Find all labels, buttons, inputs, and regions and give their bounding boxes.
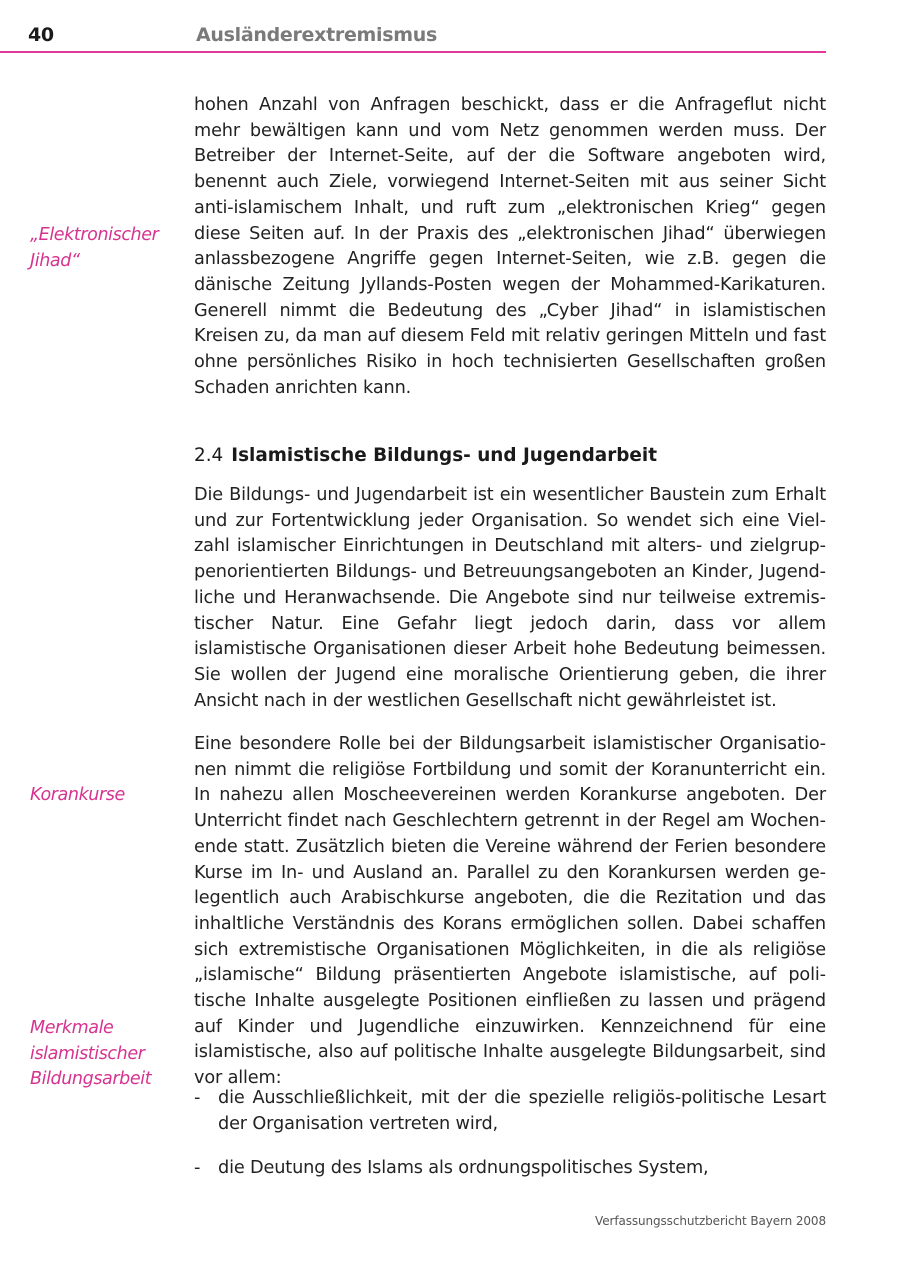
section-heading-number: 2.4	[194, 445, 224, 466]
margin-note-elektronischer-jihad: „Elektronischer Jihad“	[30, 225, 159, 271]
section-heading-title: Islamistische Bildungs- und Jugendarbeit	[231, 445, 657, 466]
page-header	[0, 0, 900, 52]
list-item-text: die Ausschließlichkeit, mit der die spezielle religiös-politische Lesart der Organisation vertreten wird,	[218, 1088, 826, 1134]
list-item	[194, 1086, 826, 1137]
body-paragraph-3	[194, 732, 826, 1092]
body-paragraph-2	[194, 483, 826, 714]
paragraph-text: Die Bildungs- und Jugendarbeit ist ein wesentlicher Baustein zum Erhalt und zur Fortentwicklung jeder Organisation. So wendet sich eine Vielzahl islamischer Einrichtungen in Deutschland mit alters- und zielgruppenorientierten Bildungs- und Betreuungsangeboten an Kinder, Jugendliche und Heranwachsende. Die Angebote sind nur teilweise extremistischer Natur. Eine Gefahr liegt jedoch darin, dass vor allem islamistische Organisationen dieser Arbeit hohe Bedeutung beimessen. Sie wollen der Jugend eine moralische Orientierung geben, die ihrer Ansicht nach in der westlichen Gesellschaft nicht gewährleistet ist.	[194, 485, 826, 711]
page-number: 40	[28, 24, 54, 46]
margin-note-merkmale: Merkmale islamistischer Bildungsarbeit	[30, 1018, 152, 1090]
header-rule	[0, 51, 826, 53]
margin-note-korankurse: Korankurse	[30, 785, 125, 805]
paragraph-text: hohen Anzahl von Anfragen beschickt, dass er die Anfrageflut nicht mehr bewältigen kann und vom Netz genommen werden muss. Der Betreiber der Internet-Seite, auf der die Software angeboten wird, benennt auch Ziele, vorwiegend Internet-Seiten mit aus seiner Sicht anti-islamischem Inhalt, und ruft zum „elektronischen Krieg“ gegen diese Seiten auf. In der Praxis des „elektronischen Jihad“ überwiegen anlassbezogene Angriffe gegen Internet-Seiten, wie z.B. gegen die dänische Zeitung Jyllands-Posten wegen der Mohammed-Karikaturen. Generell nimmt die Bedeutung des „Cyber Jihad“ in islamistischen Kreisen zu, da man auf diesem Feld mit relativ geringen Mitteln und fast ohne persönliches Risiko in hoch technisierten Gesellschaften großen Schaden anrichten kann.	[194, 95, 826, 398]
list-item	[194, 1156, 826, 1182]
paragraph-text: Eine besondere Rolle bei der Bildungsarbeit islamistischer Organisationen nimmt die religiöse Fortbildung und somit der Koranunterricht ein. In nahezu allen Moscheevereinen werden Korankurse angeboten. Der Unterricht findet nach Geschlechtern getrennt in der Regel am Wochenende statt. Zusätzlich bieten die Vereine während der Ferien besondere Kurse im In- und Ausland an. Parallel zu den Korankursen werden gelegentlich auch Arabischkurse angeboten, die die Rezitation und das inhaltliche Verständnis des Korans ermöglichen sollen. Dabei schaffen sich extremistische Organisationen Möglichkeiten, in die als religiöse „islamische“ Bildung präsentierten Angebote islamistische, auf politische Inhalte ausgelegte Positionen einfließen zu lassen und prägend auf Kinder und Jugendliche einzuwirken. Kennzeichnend für eine islamistische, also auf politische Inhalte ausgelegte Bildungsarbeit, sind vor allem:	[194, 734, 826, 1089]
running-section-title: Ausländerextremismus	[196, 24, 437, 46]
section-heading	[194, 443, 826, 469]
list-bullet-dash: -	[194, 1088, 201, 1108]
body-paragraph-1	[194, 93, 826, 401]
list-bullet-dash: -	[194, 1158, 201, 1178]
page-footer: Verfassungsschutzbericht Bayern 2008	[595, 1214, 826, 1228]
list-item-text: die Deutung des Islams als ordnungspolitisches System,	[218, 1158, 709, 1178]
